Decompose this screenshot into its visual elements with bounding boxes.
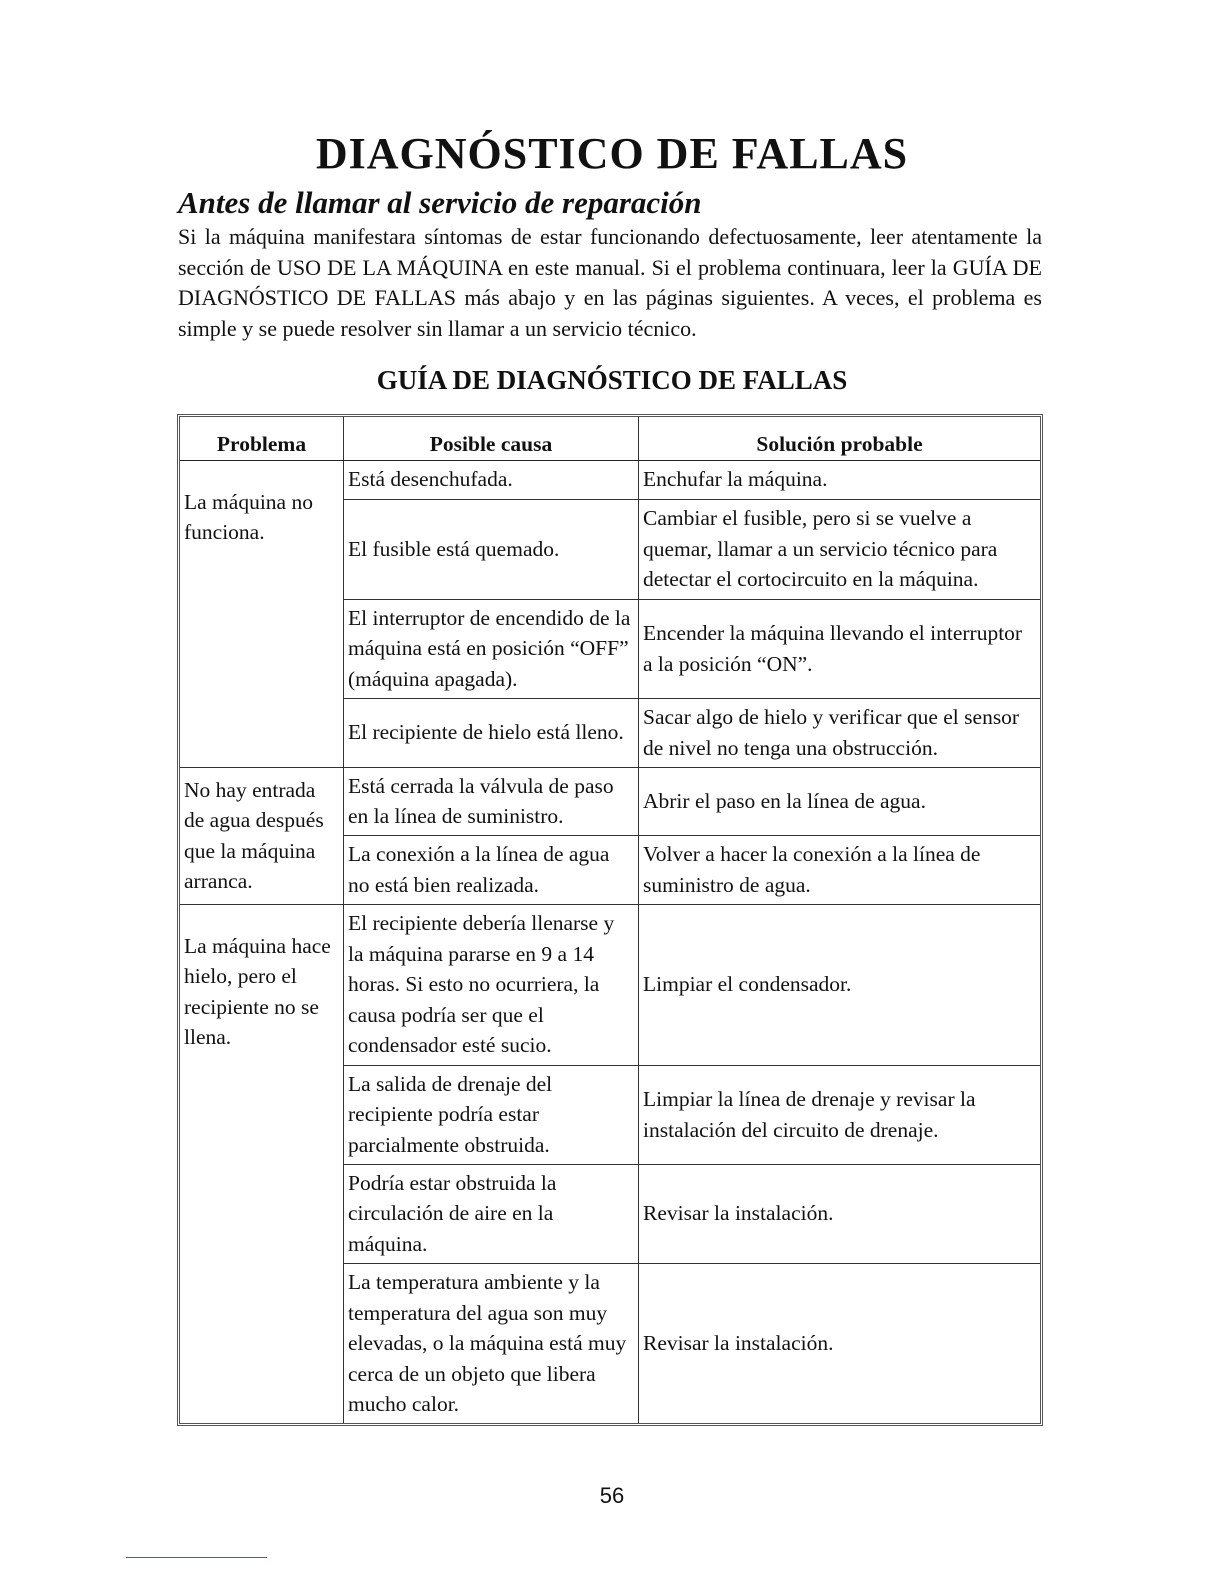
table-row bbox=[180, 767, 1040, 835]
intro-paragraph: Si la máquina manifestara síntomas de estar funcionando defectuosamente, leer atentamente la sección de USO DE LA MÁQUINA en este manual. Si el problema continuara, leer la GUÍA DE DIAGNÓSTICO DE FALLAS más abajo y en las páginas siguientes. A veces, el problema es simple y se puede resolver sin llamar a un servicio técnico. bbox=[178, 224, 1042, 341]
table-row bbox=[180, 460, 1040, 499]
cause-cell: El recipiente de hielo está lleno. bbox=[344, 698, 639, 767]
solution-cell: Enchufar la máquina. bbox=[639, 460, 1041, 499]
problem-cell: No hay entrada de agua después que la máquina arranca. bbox=[180, 767, 344, 904]
cause-cell: Podría estar obstruida la circulación de aire en la máquina. bbox=[344, 1164, 639, 1263]
solution-cell: Cambiar el fusible, pero si se vuelve a quemar, llamar a un servicio técnico para detectar el cortocircuito en la máquina. bbox=[639, 499, 1041, 599]
page-title: DIAGNÓSTICO DE FALLAS bbox=[315, 129, 909, 178]
guide-title: GUÍA DE DIAGNÓSTICO DE FALLAS bbox=[376, 365, 848, 395]
cause-cell: El interruptor de encendido de la máquina está en posición “OFF” (máquina apagada). bbox=[344, 599, 639, 698]
cause-cell: Está desenchufada. bbox=[344, 460, 639, 499]
page-number: 56 bbox=[599, 1483, 625, 1508]
table-header-row bbox=[180, 417, 1040, 460]
solution-cell: Revisar la instalación. bbox=[639, 1263, 1041, 1423]
solution-cell: Volver a hacer la conexión a la línea de suministro de agua. bbox=[639, 835, 1041, 904]
section-subtitle: Antes de llamar al servicio de reparación bbox=[178, 185, 702, 220]
troubleshooting-table bbox=[177, 414, 1043, 1426]
solution-cell: Limpiar el condensador. bbox=[639, 904, 1041, 1065]
header-cause: Posible causa bbox=[344, 417, 639, 460]
solution-cell: Sacar algo de hielo y verificar que el sensor de nivel no tenga una obstrucción. bbox=[639, 698, 1041, 767]
header-solution: Solución probable bbox=[639, 417, 1041, 460]
problem-cell: La máquina no funciona. bbox=[180, 460, 344, 767]
cause-cell: El fusible está quemado. bbox=[344, 499, 639, 599]
cause-cell: La temperatura ambiente y la temperatura del agua son muy elevadas, o la máquina está muy cerca de un objeto que libera mucho calor. bbox=[344, 1263, 639, 1423]
cause-cell: El recipiente debería llenarse y la máquina pararse en 9 a 14 horas. Si esto no ocurriera, la causa podría ser que el condensador esté sucio. bbox=[344, 904, 639, 1065]
solution-cell: Abrir el paso en la línea de agua. bbox=[639, 767, 1041, 835]
header-problem: Problema bbox=[180, 417, 344, 460]
cause-cell: La salida de drenaje del recipiente podría estar parcialmente obstruida. bbox=[344, 1065, 639, 1164]
solution-cell: Encender la máquina llevando el interruptor a la posición “ON”. bbox=[639, 599, 1041, 698]
solution-cell: Revisar la instalación. bbox=[639, 1164, 1041, 1263]
problem-cell: La máquina hace hielo, pero el recipiente no se llena. bbox=[180, 904, 344, 1423]
cause-cell: Está cerrada la válvula de paso en la línea de suministro. bbox=[344, 767, 639, 835]
footer-divider bbox=[126, 1557, 267, 1558]
solution-cell: Limpiar la línea de drenaje y revisar la instalación del circuito de drenaje. bbox=[639, 1065, 1041, 1164]
table-row bbox=[180, 904, 1040, 1065]
cause-cell: La conexión a la línea de agua no está bien realizada. bbox=[344, 835, 639, 904]
